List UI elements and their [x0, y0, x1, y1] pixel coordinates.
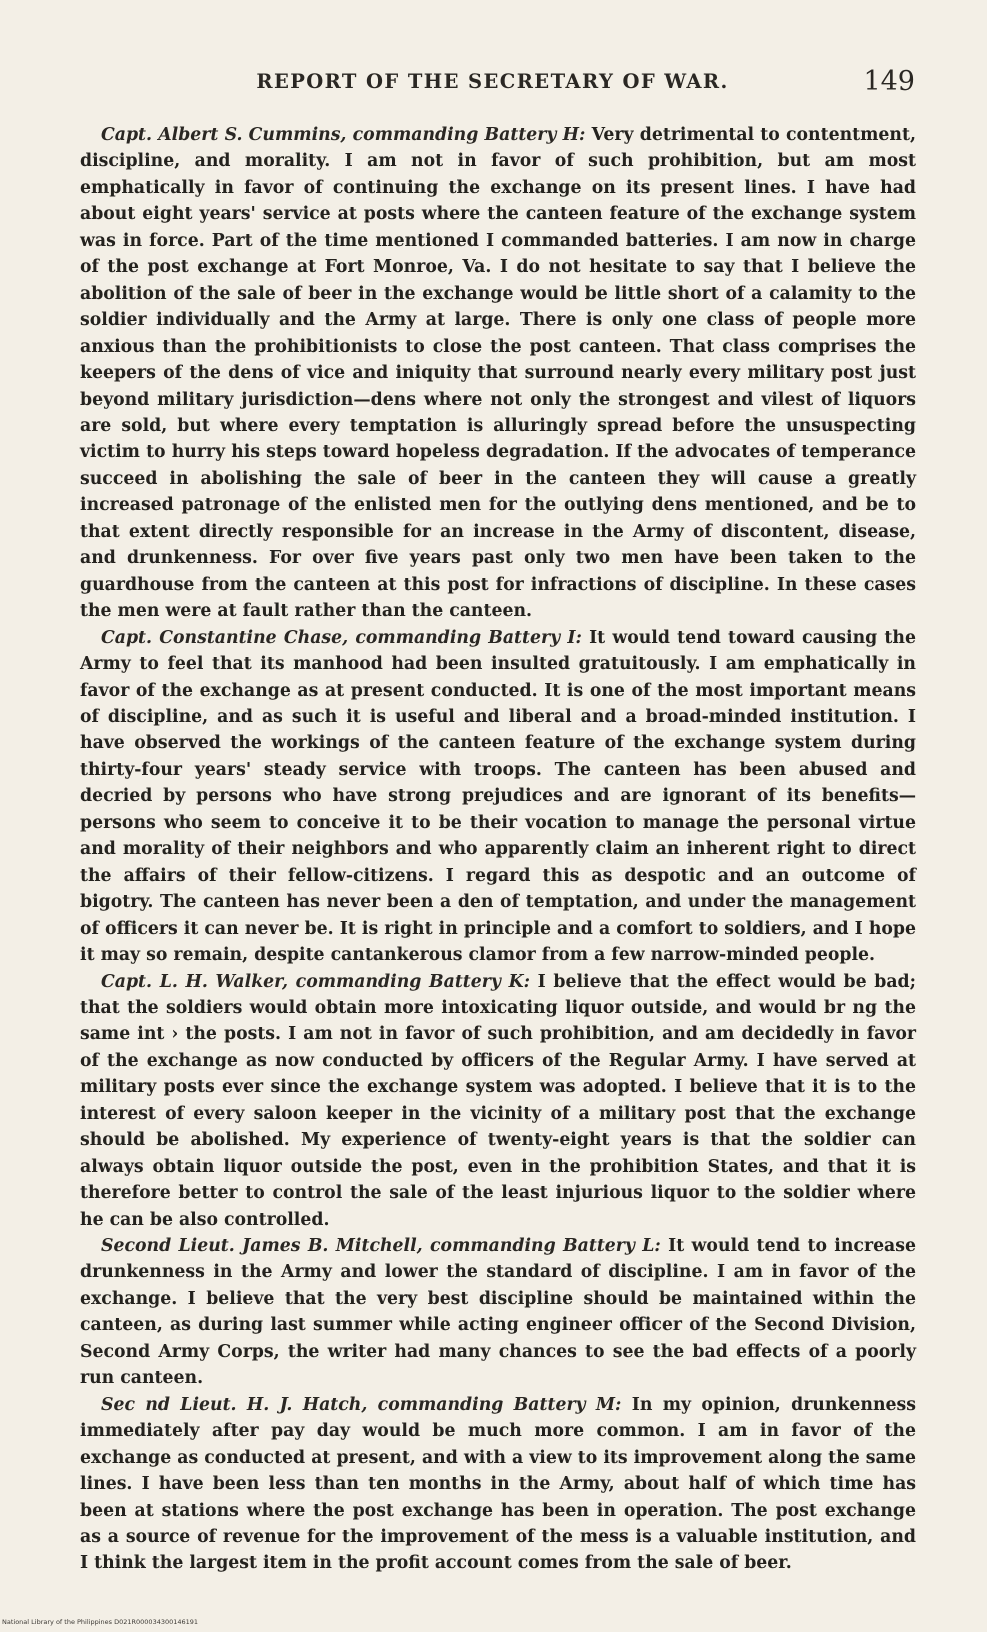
- testimony-entry: [80, 1392, 916, 1577]
- entry-speaker: Capt. Albert S. Cummins, commanding Battery H:: [101, 125, 586, 145]
- entry-text: Very detrimental to contentment, discipline, and morality. I am not in favor of such prohibition, but am most emphatically in favor of continuing the exchange on its present lines. I have had about eight years' service at posts where the canteen feature of the exchange system was in force. Part of the time mentioned I commanded batteries. I am now in charge of the post exchange at Fort Monroe, Va. I do not hesitate to say that I believe the abolition of the sale of beer in the exchange would be little short of a calamity to the soldier individually and the Army at large. There is only one class of people more anxious than the prohibitionists to close the post canteen. That class comprises the keepers of the dens of vice and iniquity that surround nearly every military post just beyond military jurisdiction—dens where not only the strongest and vilest of liquors are sold, but where every temptation is alluringly spread before the unsuspecting victim to hurry his steps toward hopeless degradation. If the advocates of temperance succeed in abolishing the sale of beer in the canteen they will cause a greatly increased patronage of the enlisted men for the outlying dens mentioned, and be to that extent directly responsible for an increase in the Army of discontent, disease, and drunkenness. For over five years past only two men have been taken to the guardhouse from the canteen at this post for infractions of discipline. In these cases the men were at fault rather than the canteen.: [80, 125, 916, 622]
- page-number: 149: [863, 66, 915, 97]
- entry-speaker: Capt. Constantine Chase, commanding Battery I:: [101, 627, 582, 648]
- testimony-entry: [80, 1233, 916, 1392]
- report-body: [80, 122, 916, 1577]
- entry-text: It would tend toward causing the Army to feel that its manhood had been insulted gratuitously. I am emphatically in favor of the exchange as at present conducted. It is one of the most important means of discipline, and as such it is useful and liberal and a broad-minded institution. I have observed the workings of the canteen feature of the exchange system during thirty-four years' steady service with troops. The canteen has been abused and decried by persons who have strong prejudices and are ignorant of its benefits—persons who seem to conceive it to be their vocation to manage the personal virtue and morality of their neighbors and who apparently claim an inherent right to direct the affairs of their fellow-citizens. I regard this as despotic and an outcome of bigotry. The canteen has never been a den of temptation, and under the management of officers it can never be. It is right in principle and a comfort to soldiers, and I hope it may so remain, despite cantankerous clamor from a few narrow-minded people.: [80, 627, 916, 966]
- testimony-entry: [80, 625, 916, 969]
- entry-text: In my opinion, drunkenness immediately after pay day would be much more common. I am in favor of the exchange as conducted at present, and with a view to its improvement along the same lines. I have been less than ten months in the Army, about half of which time has been at stations where the post exchange has been in operation. The post exchange as a source of revenue for the improvement of the mess is a valuable institution, and I think the largest item in the profit account comes from the sale of beer.: [80, 1394, 916, 1574]
- entry-speaker: Second Lieut. James B. Mitchell, commanding Battery L:: [101, 1236, 661, 1257]
- testimony-entry: [80, 969, 916, 1234]
- entry-text: I believe that the effect would be bad; that the soldiers would obtain more intoxicating liquor outside, and would br ng the same int › the posts. I am not in favor of such prohibition, and am decidedly in favor of the exchange as now conducted by officers of the Regular Army. I have served at military posts ever since the exchange system was adopted. I believe that it is to the interest of every saloon keeper in the vicinity of a military post that the exchange should be abolished. My experience of twenty-eight years is that the soldier can always obtain liquor outside the post, even in the prohibition States, and that it is therefore better to control the sale of the least injurious liquor to the soldier where he can be also controlled.: [80, 971, 916, 1230]
- entry-speaker: Capt. L. H. Walker, commanding Battery K:: [101, 971, 530, 992]
- testimony-entry: [80, 122, 916, 625]
- scan-credit: National Library of the Philippines D021R000034300146191: [2, 1618, 199, 1626]
- entry-speaker: Sec nd Lieut. H. J. Hatch, commanding Battery M:: [101, 1394, 622, 1415]
- entry-text: It would tend to increase drunkenness in the Army and lower the standard of discipline. I am in favor of the exchange. I believe that the very best discipline should be maintained within the canteen, as during last summer while acting engineer officer of the Second Division, Second Army Corps, the writer had many chances to see the bad effects of a poorly run canteen.: [80, 1236, 916, 1389]
- running-head: REPORT OF THE SECRETARY OF WAR.: [256, 70, 729, 93]
